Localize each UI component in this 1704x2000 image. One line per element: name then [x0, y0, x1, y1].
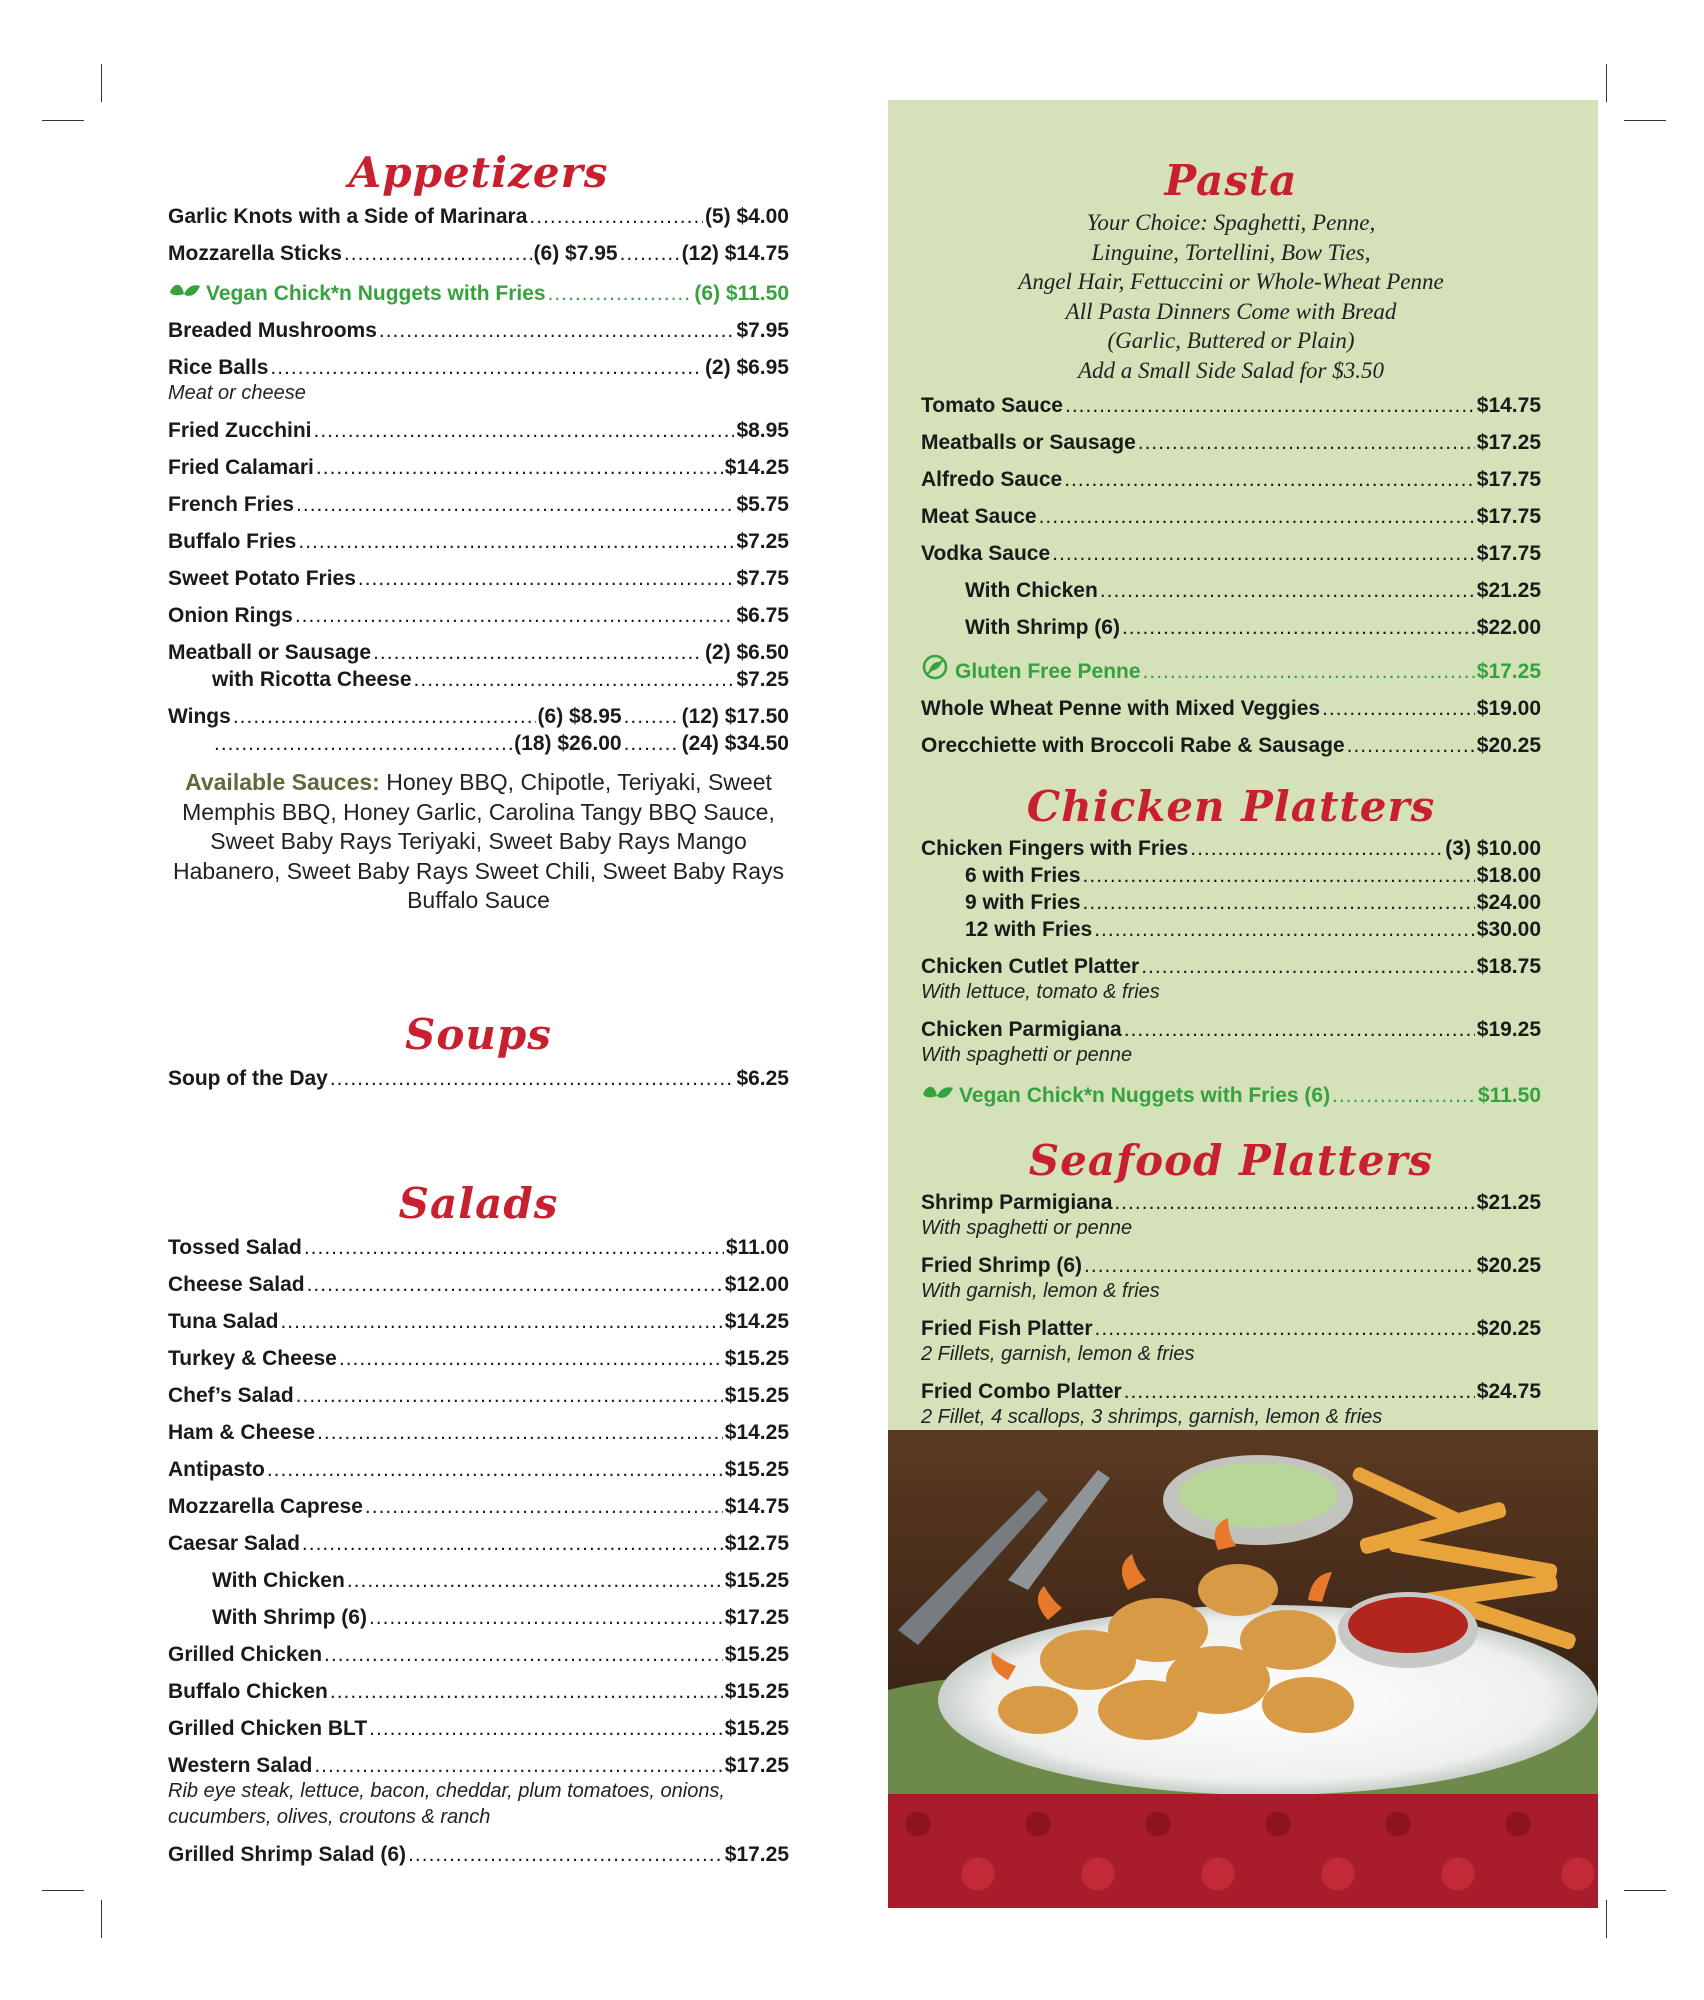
menu-item — [921, 954, 1541, 979]
item-name: Vegan Chick*n Nuggets with Fries (6) — [959, 1084, 1331, 1107]
item-name: Antipasto — [168, 1457, 265, 1481]
item-name: Onion Rings — [168, 604, 293, 627]
item-price: $17.25 — [1476, 660, 1541, 683]
item-name: Vodka Sauce — [921, 542, 1051, 565]
item-description: 2 Fillet, 4 scallops, 3 shrimps, garnish, lemon & fries — [921, 1406, 1383, 1428]
item-price: $14.25 — [724, 456, 789, 479]
menu-item — [168, 1420, 789, 1445]
item-name: With Chicken — [965, 579, 1098, 602]
menu-item-vegan — [921, 1080, 1541, 1108]
item-name: Turkey & Cheese — [168, 1346, 337, 1370]
right-column-panel — [888, 100, 1598, 1908]
item-name: Shrimp Parmigiana — [921, 1191, 1113, 1214]
item-price: $7.25 — [736, 668, 789, 691]
item-price: $17.25 — [724, 1605, 789, 1629]
menu-item — [168, 1842, 789, 1867]
item-name: Fried Shrimp (6) — [921, 1254, 1083, 1277]
item-name: Fried Combo Platter — [921, 1380, 1122, 1403]
menu-item — [921, 890, 1541, 915]
item-price: $15.25 — [724, 1642, 789, 1666]
crop-mark — [101, 1900, 102, 1938]
menu-item — [921, 1253, 1541, 1278]
menu-item — [168, 418, 789, 443]
menu-item — [921, 1316, 1541, 1341]
item-price: $6.75 — [736, 604, 789, 627]
section-heading: Soups — [405, 1009, 552, 1059]
damask-pattern-band — [888, 1794, 1598, 1908]
item-price: $20.25 — [1476, 1254, 1541, 1277]
item-description: With spaghetti or penne — [921, 1217, 1133, 1239]
item-name: Fried Fish Platter — [921, 1317, 1093, 1340]
item-description: Rib eye steak, lettuce, bacon, cheddar, plum tomatoes, onions, cucumbers, olives, croutons & ranch — [168, 1779, 725, 1828]
item-price: $14.25 — [724, 1420, 789, 1444]
item-price: $7.95 — [736, 319, 789, 342]
menu-item — [921, 863, 1541, 888]
item-name: Meatball or Sausage — [168, 641, 372, 664]
item-name: With Shrimp (6) — [965, 616, 1120, 639]
item-description: Meat or cheese — [168, 382, 306, 404]
intro-line: Add a Small Side Salad for $3.50 — [1077, 357, 1385, 383]
menu-item — [168, 355, 789, 380]
crop-mark — [101, 64, 102, 102]
item-price: (6) $11.50 — [694, 282, 789, 305]
item-name: Gluten Free Penne — [955, 660, 1141, 683]
crop-mark — [42, 1890, 84, 1891]
item-name: Chef’s Salad — [168, 1383, 294, 1407]
item-name: Alfredo Sauce — [921, 468, 1063, 491]
item-name: Cheese Salad — [168, 1272, 305, 1296]
menu-item — [168, 455, 789, 480]
menu-item — [921, 430, 1541, 455]
item-price: $11.50 — [1477, 1084, 1541, 1107]
menu-item — [168, 1753, 789, 1778]
section-heading: Salads — [398, 1178, 559, 1228]
item-price: $19.00 — [1476, 697, 1541, 720]
item-price: $14.75 — [1476, 394, 1541, 417]
item-price: $30.00 — [1476, 918, 1541, 941]
menu-item — [921, 917, 1541, 942]
crop-mark — [1606, 64, 1607, 102]
item-price: $17.75 — [1476, 505, 1541, 528]
item-price: $18.75 — [1476, 955, 1541, 978]
item-price: $7.75 — [736, 567, 789, 590]
menu-item — [168, 1679, 789, 1704]
menu-item — [168, 1457, 789, 1482]
menu-item — [921, 393, 1541, 418]
sauces-list: Honey BBQ, Chipotle, Teriyaki, Sweet Memphis BBQ, Honey Garlic, Carolina Tangy BBQ Sauce, Sweet Baby Rays Teriyaki, Sweet Baby Rays Mango Habanero, Sweet Baby Rays Sweet Chili, Sweet Baby Rays Buffalo Sauce — [172, 769, 785, 913]
menu-item — [168, 241, 789, 266]
menu-item — [168, 1605, 789, 1630]
item-name: Chicken Cutlet Platter — [921, 955, 1140, 978]
item-price: $15.25 — [724, 1568, 789, 1592]
item-price: $7.25 — [736, 530, 789, 553]
item-price: $12.75 — [724, 1531, 789, 1555]
crop-mark — [1606, 1900, 1607, 1938]
item-description: With spaghetti or penne — [921, 1044, 1133, 1066]
item-name: With Chicken — [212, 1568, 345, 1592]
menu-item — [168, 318, 789, 343]
appetizers-section — [168, 150, 789, 916]
menu-item — [168, 1383, 789, 1408]
crop-mark — [42, 120, 84, 121]
menu-item — [921, 733, 1541, 758]
menu-item — [168, 640, 789, 665]
menu-item — [168, 603, 789, 628]
item-price: $18.00 — [1476, 864, 1541, 887]
menu-item — [921, 1190, 1541, 1215]
menu-item — [921, 467, 1541, 492]
item-name: Caesar Salad — [168, 1531, 300, 1555]
item-price: $21.25 — [1476, 579, 1541, 602]
item-name: with Ricotta Cheese — [212, 668, 412, 691]
salads-section — [168, 1178, 789, 1867]
item-name: With Shrimp (6) — [212, 1605, 367, 1629]
menu-item-gluten-free — [921, 652, 1541, 684]
item-price: $11.00 — [725, 1235, 789, 1259]
menu-item-vegan — [168, 278, 789, 306]
item-price: (5) $4.00 — [704, 205, 789, 228]
right-column-content — [921, 158, 1541, 1430]
item-name: Fried Zucchini — [168, 419, 312, 442]
pasta-intro — [921, 208, 1541, 385]
item-name: Grilled Chicken BLT — [168, 1716, 368, 1740]
crop-mark — [1624, 120, 1666, 121]
item-name: 6 with Fries — [965, 864, 1081, 887]
item-price: $17.25 — [724, 1753, 789, 1777]
fried-shrimp-photo — [888, 1430, 1598, 1794]
item-price: $6.25 — [736, 1066, 789, 1090]
item-price: $17.75 — [1476, 542, 1541, 565]
menu-item — [168, 731, 789, 756]
item-name: Whole Wheat Penne with Mixed Veggies — [921, 697, 1321, 720]
seafood-platters-section — [921, 1138, 1541, 1430]
menu-item — [168, 1309, 789, 1334]
item-price: (12) $14.75 — [681, 242, 789, 265]
menu-item — [921, 504, 1541, 529]
menu-item — [921, 1379, 1541, 1404]
item-name: Tuna Salad — [168, 1309, 279, 1333]
menu-item — [168, 1066, 789, 1091]
item-price: (2) $6.50 — [704, 641, 789, 664]
item-name: Tossed Salad — [168, 1235, 302, 1259]
item-name: Grilled Shrimp Salad (6) — [168, 1842, 407, 1866]
menu-item — [168, 204, 789, 229]
menu-item — [921, 696, 1541, 721]
item-price: $19.25 — [1476, 1018, 1541, 1041]
item-price: (6) $7.95 — [533, 242, 618, 265]
menu-item — [168, 1716, 789, 1741]
item-name: Chicken Parmigiana — [921, 1018, 1122, 1041]
item-description: 2 Fillets, garnish, lemon & fries — [921, 1343, 1195, 1365]
section-heading: Chicken Platters — [1026, 782, 1436, 831]
item-name: Mozzarella Caprese — [168, 1494, 363, 1518]
intro-line: Angel Hair, Fettuccini or Whole-Wheat Penne — [1018, 269, 1444, 294]
pasta-section — [921, 158, 1541, 758]
menu-item — [168, 1272, 789, 1297]
item-price: (24) $34.50 — [681, 732, 789, 755]
item-name: Wings — [168, 705, 231, 728]
item-price: $14.25 — [724, 1309, 789, 1333]
item-price: $17.25 — [724, 1842, 789, 1866]
item-description: With lettuce, tomato & fries — [921, 981, 1160, 1003]
left-column — [168, 150, 789, 1867]
item-name: Orecchiette with Broccoli Rabe & Sausage — [921, 734, 1345, 757]
item-name: Chicken Fingers with Fries — [921, 837, 1189, 860]
menu-item — [168, 1494, 789, 1519]
soups-section — [168, 1009, 789, 1091]
item-price: $15.25 — [724, 1716, 789, 1740]
item-price: $14.75 — [724, 1494, 789, 1518]
item-name: Sweet Potato Fries — [168, 567, 356, 590]
section-heading: Pasta — [1164, 156, 1298, 205]
item-price: $20.25 — [1476, 734, 1541, 757]
intro-line: Your Choice: Spaghetti, Penne, — [1086, 210, 1376, 235]
intro-line: Linguine, Tortellini, Bow Ties, — [1091, 239, 1371, 265]
item-price: (18) $26.00 — [514, 732, 622, 755]
item-price: $22.00 — [1476, 616, 1541, 639]
item-name: Buffalo Chicken — [168, 1679, 328, 1703]
section-heading: Seafood Platters — [1028, 1136, 1434, 1185]
item-price: $24.00 — [1476, 891, 1541, 914]
menu-item — [168, 492, 789, 517]
item-price: $20.25 — [1476, 1317, 1541, 1340]
menu-item — [921, 578, 1541, 603]
item-name: 12 with Fries — [965, 918, 1093, 941]
item-price: $15.25 — [724, 1346, 789, 1370]
item-name: Tomato Sauce — [921, 394, 1063, 417]
item-price: $15.25 — [724, 1383, 789, 1407]
item-name: Vegan Chick*n Nuggets with Fries — [206, 282, 546, 305]
crop-mark — [1624, 1890, 1666, 1891]
item-price: (6) $8.95 — [537, 705, 622, 728]
item-name: French Fries — [168, 493, 295, 516]
item-name: Fried Calamari — [168, 456, 314, 479]
item-description: With garnish, lemon & fries — [921, 1280, 1160, 1302]
menu-item — [921, 836, 1541, 861]
item-name: Soup of the Day — [168, 1066, 328, 1090]
item-name: Grilled Chicken — [168, 1642, 323, 1666]
menu-item — [168, 1568, 789, 1593]
item-price: (2) $6.95 — [704, 356, 789, 379]
item-price: $17.25 — [1476, 431, 1541, 454]
intro-line: All Pasta Dinners Come with Bread — [1065, 298, 1397, 324]
item-name: 9 with Fries — [965, 891, 1081, 914]
menu-item — [168, 704, 789, 729]
menu-item — [168, 529, 789, 554]
item-name: Buffalo Fries — [168, 530, 297, 553]
vegan-leaf-icon — [921, 1082, 955, 1104]
item-price: $15.25 — [724, 1457, 789, 1481]
item-name: Breaded Mushrooms — [168, 319, 377, 342]
vegan-leaf-icon — [168, 280, 202, 302]
menu-item — [921, 541, 1541, 566]
intro-line: (Garlic, Buttered or Plain) — [1107, 328, 1355, 353]
item-name: Rice Balls — [168, 356, 269, 379]
shrimp-platter-illustration — [888, 1430, 1598, 1794]
item-price: $5.75 — [736, 493, 789, 516]
item-name: Garlic Knots with a Side of Marinara — [168, 205, 528, 228]
item-price: $21.25 — [1476, 1191, 1541, 1214]
menu-item — [168, 566, 789, 591]
item-price: (12) $17.50 — [681, 705, 789, 728]
item-price: (3) $10.00 — [1445, 837, 1541, 860]
menu-item — [921, 615, 1541, 640]
item-name: Mozzarella Sticks — [168, 242, 342, 265]
sauces-label: Available Sauces: — [185, 769, 380, 795]
chicken-platters-section — [921, 784, 1541, 1108]
available-sauces — [168, 768, 789, 916]
item-name: Meatballs or Sausage — [921, 431, 1136, 454]
item-price: $17.75 — [1476, 468, 1541, 491]
menu-item — [168, 1531, 789, 1556]
menu-item — [168, 1346, 789, 1371]
menu-item — [168, 1235, 789, 1260]
gluten-free-icon — [921, 654, 951, 680]
section-heading: Appetizers — [348, 148, 609, 197]
item-price: $8.95 — [736, 419, 789, 442]
item-price: $24.75 — [1476, 1380, 1541, 1403]
menu-item — [168, 667, 789, 692]
menu-item — [921, 1017, 1541, 1042]
item-name: Western Salad — [168, 1753, 313, 1777]
item-name: Ham & Cheese — [168, 1420, 316, 1444]
item-price: $15.25 — [724, 1679, 789, 1703]
item-price: $12.00 — [724, 1272, 789, 1296]
item-name: Meat Sauce — [921, 505, 1037, 528]
menu-item — [168, 1642, 789, 1667]
